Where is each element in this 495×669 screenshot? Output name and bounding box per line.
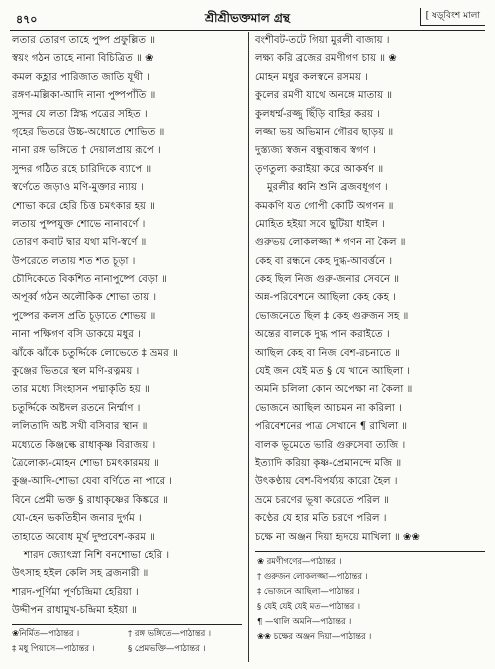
column-divider — [248, 32, 249, 662]
verse-line: যো-হেন ভকতিহীন জনার দুর্গম । — [12, 513, 142, 525]
verse-line: মোহন মধুর কলস্বনে রসময় । — [255, 71, 368, 83]
verse-line: লতায় পুষ্পযুক্ত শোভে নানাবর্ণে । — [12, 218, 146, 230]
verse-line: নানা পক্ষিগণ বসি ডাকয়ে মধুর । — [12, 329, 141, 341]
verse-line: তাহাতে অবোধ মূর্খ দুষ্প্রবেশ-করম ॥ — [12, 531, 155, 543]
verse-line: উদ্দীপন রাধামুখ-চন্দ্রিমা হইয়া ॥ — [12, 605, 137, 617]
verse-line: আছিল কেহ বা নিজ বেশ-রচনাতে ॥ — [255, 347, 401, 359]
right-footnotes — [257, 554, 487, 644]
footnote: † গুরুজন লোকলজ্জা—পাঠান্তর । — [257, 571, 368, 581]
verse-line: লজ্জা ভয় অভিমান গৌরব ছাড়য় ॥ — [255, 126, 394, 138]
verse-line: ঝাঁকে ঝাঁকে চতুর্দ্দিকে লোভেতে ‡ ভ্রমর ॥ — [12, 347, 178, 359]
verse-line: কুলধর্ম্ম-রজ্জু ছিঁড়ি বাহির করয় । — [255, 108, 380, 120]
footnote-row — [12, 626, 244, 641]
footnote: § যেই যেই যেই মত—পাঠান্তর । — [257, 601, 360, 611]
verse-line: ভ্রমে চরণের ভূষা করেতে পরিল ॥ — [255, 494, 389, 506]
verse-line: অপূর্ব্ব গঠন অলৌকিক শোভা তায় । — [12, 292, 157, 304]
page-header — [10, 8, 485, 31]
verse-line: ত্রৈলোক্য-মোহন শোভা চমৎকারময় ॥ — [12, 457, 160, 469]
footnote: ‡ ভোজনে আছিলা—পাঠান্তর । — [257, 586, 360, 596]
verse-line: তৃণতুল্য করাইয়া করে আকর্ষণ ॥ — [255, 163, 384, 175]
footnote: † রঙ্গ ভঙ্গিতে—পাঠান্তর । — [128, 628, 211, 638]
verse-line: গুরুভয় লোকলজ্জা * গণন না কৈল ॥ — [255, 237, 406, 249]
verse-line: কুঞ্জ-আদি-শোভা যেবা বর্ণিতে না পারে । — [12, 476, 173, 488]
footnote: ¶ —থালি অমনি—পাঠান্তর । — [257, 616, 352, 626]
verse-line: উৎসাহ হইল কেলি সহ ব্রজনারী ॥ — [12, 568, 149, 580]
verse-line: ললিতাদি অষ্ট সখী বসিবার স্থান ॥ — [12, 421, 148, 433]
verse-line: অমনি চলিলা কোন অপেক্ষা না কৈলা ॥ — [255, 384, 413, 396]
verse-line: কেহ বা রন্ধনে কেহ দুগ্ধ-আবর্ত্তনে । — [255, 255, 393, 267]
verse-line: লক্ষ্য করি ব্রজের রমণীগণ চায় ॥ ❀ — [255, 53, 397, 65]
verse-line: লতার তোরণ তাহে পুষ্প প্রফুল্লিত ॥ — [12, 35, 156, 46]
verse-line: বিনে প্রেমী ভক্ত § রাধাকৃষ্ণের কিঙ্করে ॥ — [12, 494, 168, 506]
verse-line: অন্তের বালকে দুগ্ধ পান করাইতে । — [255, 329, 390, 341]
verse-line: মুরলীর ধ্বনি শুনি ব্রজবধূগণ । — [267, 182, 388, 194]
verse-line: অন্ন-পরিবেশনে আছিলা কেহ কেহ । — [255, 292, 396, 304]
verse-line: উপরেতে লতায় শত শত চূড়া । — [12, 255, 136, 267]
verse-line: শারদ জ্যোৎস্না নিশি বনশোভা হেরি । — [24, 549, 170, 561]
verse-line: গৃহের ভিতরে উচ্চ-অধোতে শোভিত ॥ — [12, 126, 165, 138]
page-number: ৪৭০ — [16, 13, 38, 26]
verse-line: নানা রঙ্গ ভঙ্গিতে † দেয়ালপ্রায় রূপে । — [12, 145, 161, 157]
verse-line: কেহ ছিল নিজ গুরু-জনার সেবনে ॥ — [255, 274, 400, 286]
left-footnotes — [12, 626, 244, 656]
verse-line: সুন্দর গঠিত রহে চারিদিকে ব্যাপে ॥ — [12, 163, 152, 175]
verse-line: পরিবেশনের পাত্র সেখানে ¶ রাখিলা ॥ — [255, 421, 408, 433]
verse-line: স্বর্ণেতে জড়াও মণি-মুক্তার ন্যায় । — [12, 182, 144, 194]
verse-line: উৎকণ্ঠায় বেশ-বিপর্য্যয় কারো হৈল । — [255, 476, 398, 488]
right-footnote-rule — [255, 551, 485, 552]
right-verse-column — [255, 32, 485, 547]
verse-line: কুঞ্জের ভিতরে স্থল মণি-রত্নময় । — [12, 366, 140, 378]
footnote: ❀ রমণীগণের—পাঠান্তর । — [257, 556, 342, 566]
verse-line: কমল কহ্লার পারিজাত জাতি যূথী । — [12, 71, 150, 83]
verse-line: শোভা করে হেরি চিত্ত চমৎকার হয় ॥ — [12, 200, 156, 212]
verse-line: ভোজনে আছিল আচমন না করিলা । — [255, 402, 402, 414]
verse-line: কণ্ঠের যে হার মতি চরণে পরিল । — [255, 513, 387, 525]
verse-line: সুন্দর যে লতা স্নিগ্ধ পত্রের সহিত । — [12, 108, 148, 120]
verse-line: তার মধ্যে সিংহাসন পদ্মাকৃতি হয় ॥ — [12, 384, 150, 396]
verse-line: বালক ভূমেতে ভারি গুরুসেবা ত্যজি । — [255, 439, 406, 451]
verse-line: বংশীবট-তটে গিয়া মুরলী বাজায় । — [255, 35, 390, 46]
left-footnote-rule — [12, 624, 242, 625]
footnote-row — [12, 641, 244, 656]
verse-line: চৌদিকেতে বিকশিত নানাপুষ্পে বেড়া ॥ — [12, 274, 167, 286]
verse-line: কুলের রমণী যাথে অনঙ্গে মাতায় ॥ — [255, 90, 393, 102]
verse-line: কমকণি যত গোপী কোটি অগণন ॥ — [255, 200, 394, 212]
footnote: ❀❀ চক্ষের অঞ্জন দিয়া—পাঠান্তর । — [257, 631, 372, 641]
left-verse-column — [12, 32, 242, 621]
verse-line: দুস্ত্যজ্য স্বজন বন্ধুবান্ধব স্বগণ । — [255, 145, 376, 157]
verse-line: চক্ষে না অঞ্জন দিয়া হৃদয়ে মাখিলা ॥ ❀❀ — [255, 531, 421, 543]
footnote: ❀নির্মিত—পাঠান্তর । — [12, 628, 80, 638]
book-title: শ্রীশ্রীভক্তমাল গ্রন্থ — [205, 11, 290, 25]
verse-line: মোহিত হইয়া সবে ছুটিয়া ধাইল । — [255, 218, 385, 230]
verse-line: চতুর্দ্দিকে অষ্টদল রতনে নির্ম্মাণ । — [12, 402, 141, 414]
verse-line: যেই জন যেই মত § যে খানে আছিলা । — [255, 366, 411, 378]
footnote: ‡ মধু পিয়াসে—পাঠান্তর । — [12, 643, 95, 653]
verse-line: ভোজনেতে ছিল ‡ কেহ গুরুজন সহ ॥ — [255, 310, 409, 322]
verse-line: তোরণ কবাট দ্বার যথা মণি-স্বর্ণে ॥ — [12, 237, 147, 249]
footnote: § প্রেমভক্তি—পাঠান্তর । — [128, 643, 206, 653]
verse-line: ইত্যাদি করিয়া কৃষ্ণ-প্রেমানন্দে মজি ॥ — [255, 457, 402, 469]
verse-line: রঙ্গণ-মল্লিকা-আদি নানা পুষ্পপাঁতি ॥ — [12, 90, 156, 102]
verse-line: পুষ্পের কলস প্রতি চূড়াতে শোভয় ॥ — [12, 310, 156, 322]
chapter-label: [ ষড়্‌বিংশ মালা — [420, 8, 485, 26]
verse-line: শারদ-পূর্ণিমা পূর্ণচন্দ্রিমা হেরিয়া । — [12, 586, 139, 598]
verse-line: মধ্যেতে কিঞ্জল্কে রাধাকৃষ্ণ বিরাজয় । — [12, 439, 156, 451]
verse-line: স্বয়ং গঠন তাহে নানা বিচিত্রিত ॥ ❀ — [12, 53, 154, 65]
